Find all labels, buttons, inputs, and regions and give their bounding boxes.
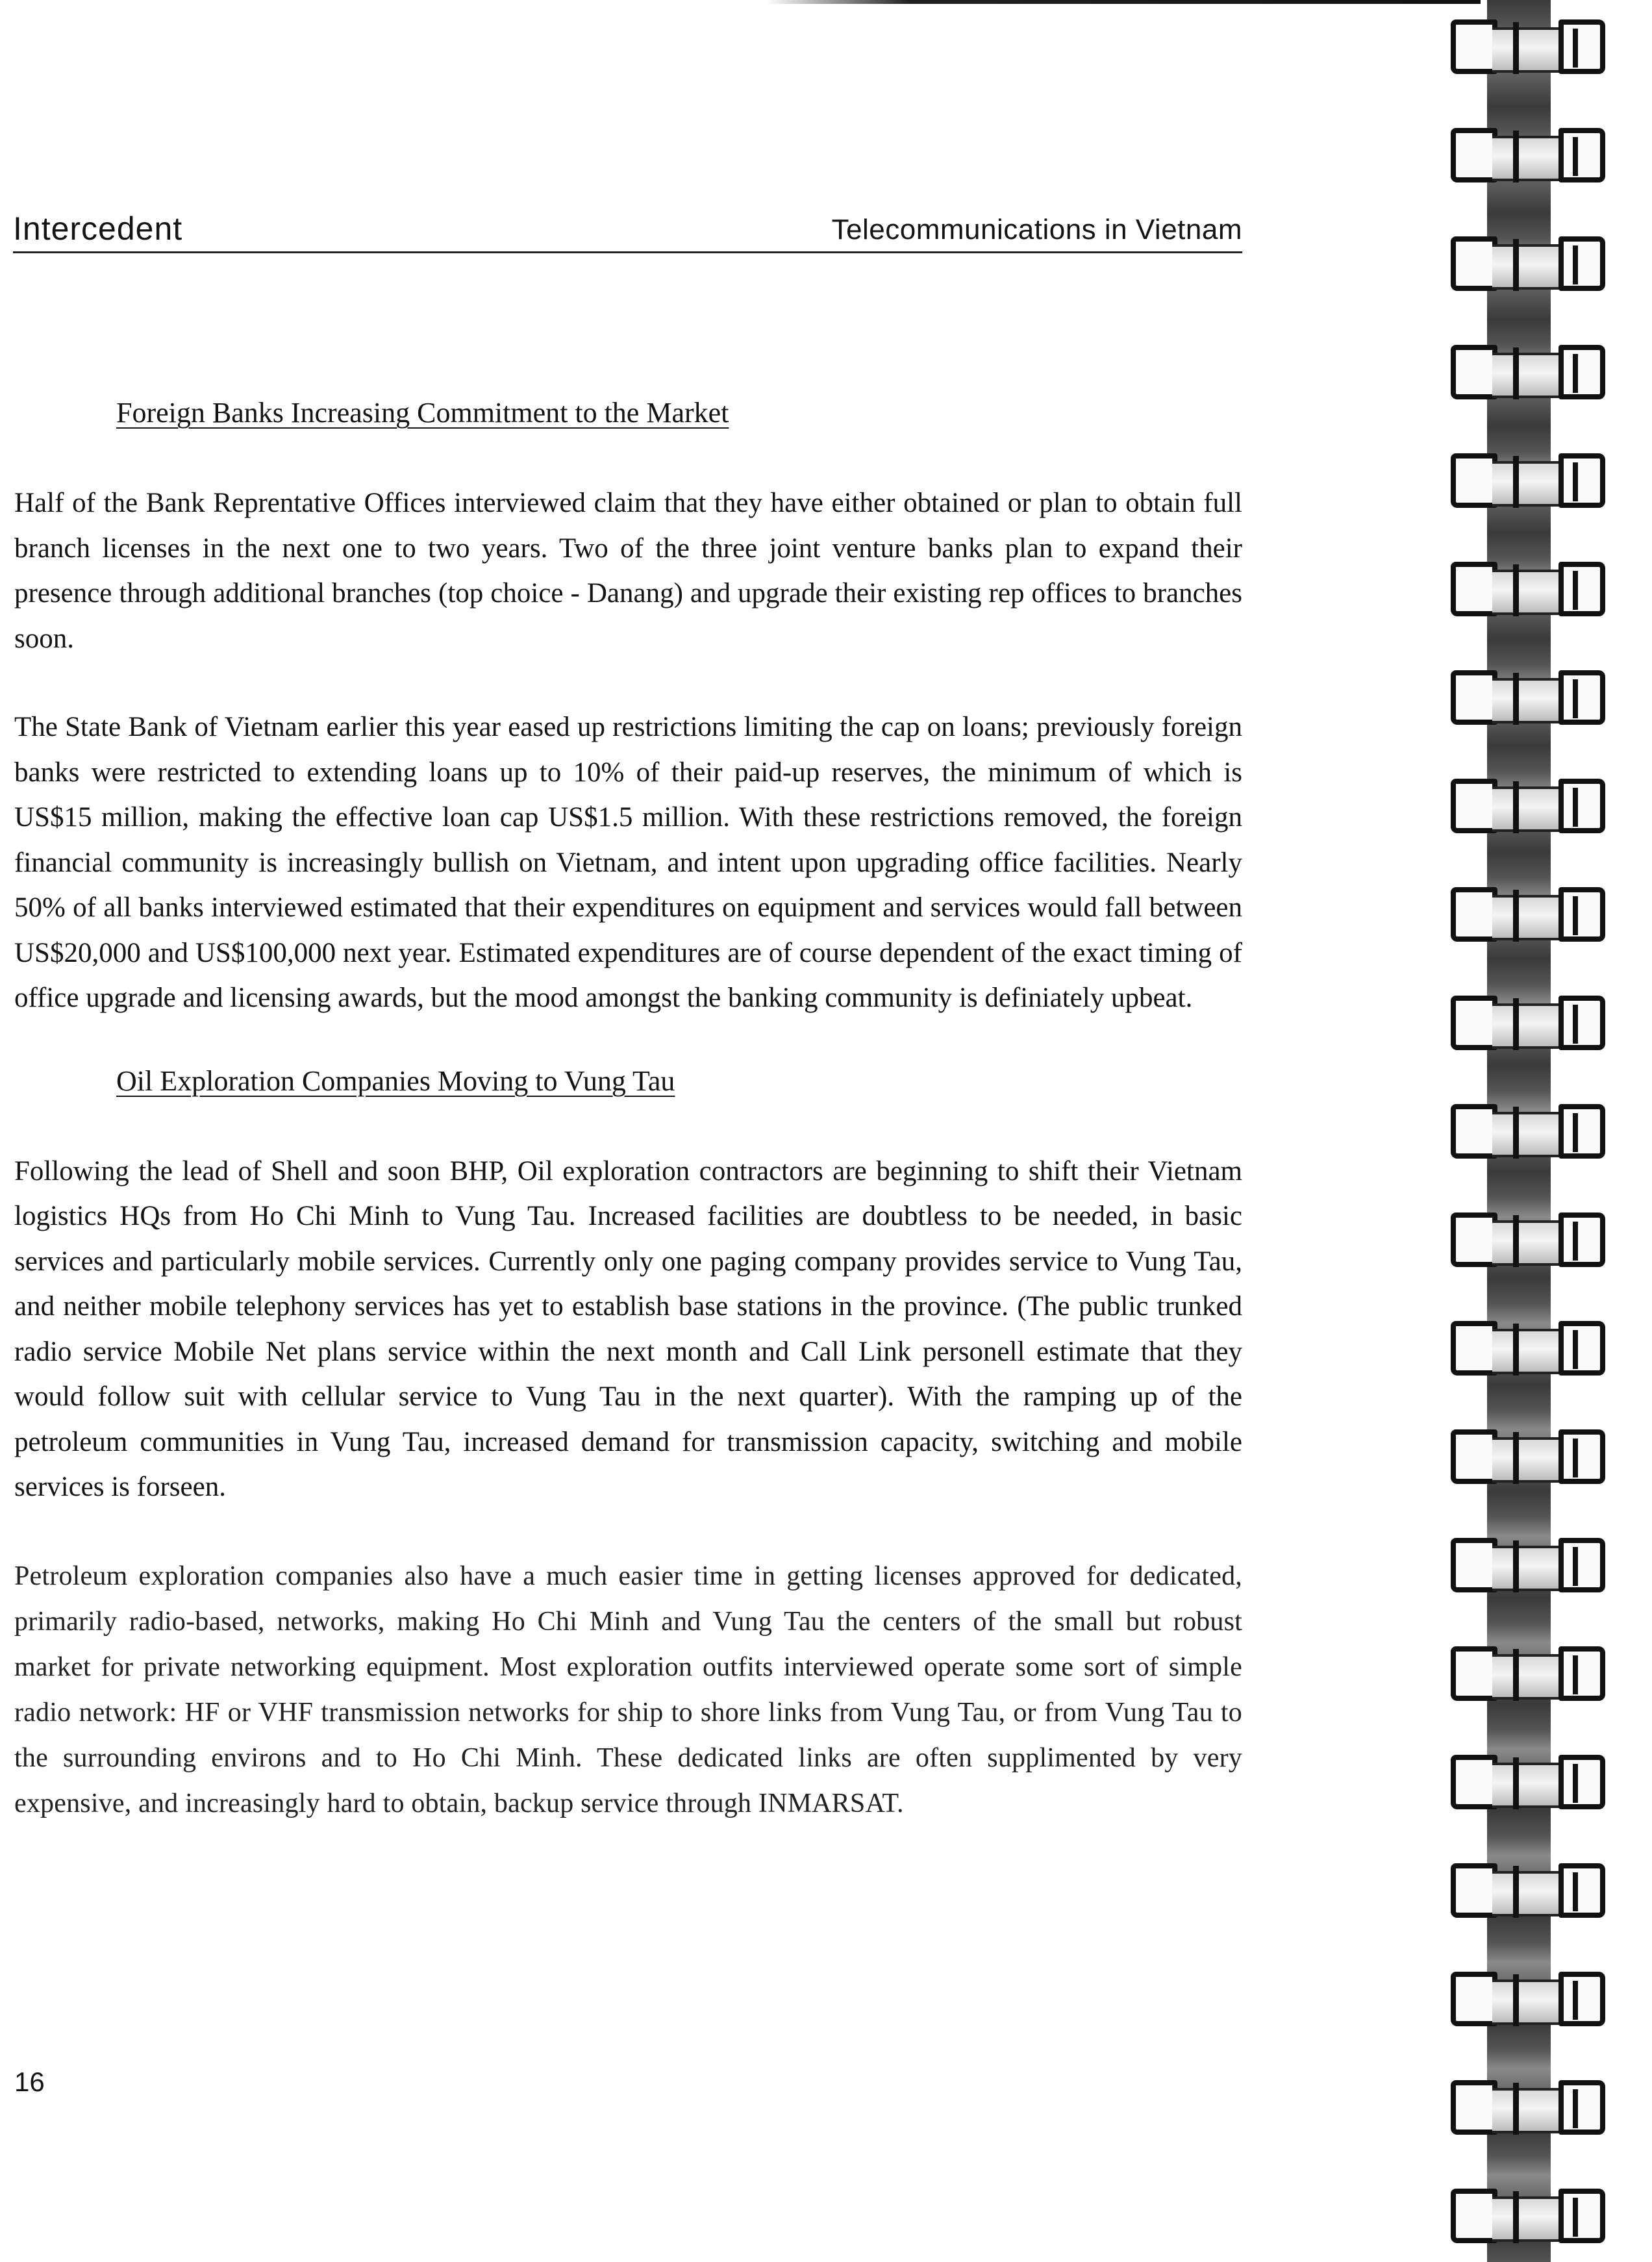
binding-ring [1451,779,1607,833]
binding-ring-clip-l [1451,128,1497,182]
binding-ring-clip-l [1451,345,1497,399]
binding-ring-clip-l [1451,2189,1497,2243]
binding-ring-bar [1513,1974,1519,2026]
binding-ring [1451,1213,1607,1267]
binding-ring-bar [1513,1107,1519,1159]
scan-edge-line [766,0,1481,4]
binding-ring-clip-r [1558,128,1605,182]
binding-ring-clip-l [1451,453,1497,508]
binding-ring [1451,1646,1607,1701]
binding-ring-clip-r [1558,345,1605,399]
paragraph-bank-licenses: Half of the Bank Reprentative Offices interviewed claim that they have either obtained or plan to obtain full branch licenses in the next one to two years. Two of the three joint venture banks plan to expand their presence through additional branches (top choice - Danang) and upgrade their existing rep offices to branches soon. [14,488,1242,654]
binding-ring [1451,345,1607,399]
paragraph-state-bank: The State Bank of Vietnam earlier this year eased up restrictions limiting the cap on loans; previously foreign banks were restricted to extending loans up to 10% of their paid-up reserves, the minimum of which is US$15 million, making the effective loan cap US$1.5 million. With these restrictions removed, the foreign financial community is increasingly bullish on Vietnam, and intent upon upgrading office facilities. Nearly 50% of all banks interviewed estimated that their expenditures on equipment and services would fall between US$20,000 and US$100,000 next year. Estimated expenditures are of course dependent of the exact timing of office upgrade and licensing awards, but the mood amongst the banking community is definiately upbeat. [14,712,1242,1013]
binding-ring-bar [1513,239,1519,291]
binding-ring-clip-l [1451,562,1497,616]
binding-ring-bar [1513,131,1519,182]
binding-ring-bar [1513,1540,1519,1592]
binding-ring-bar [1513,2191,1519,2243]
binding-ring [1451,1863,1607,1918]
spiral-binding [1436,0,1631,2262]
binding-ring-clip-l [1451,1538,1497,1592]
binding-ring-bar [1513,1866,1519,1918]
binding-ring-clip-r [1558,1755,1605,1809]
binding-ring-clip-r [1558,1863,1605,1918]
binding-ring [1451,19,1607,74]
body-content [14,390,1242,1870]
binding-ring [1451,887,1607,942]
binding-ring-clip-l [1451,236,1497,291]
binding-ring [1451,1538,1607,1592]
binding-ring-bar [1513,1432,1519,1484]
binding-ring-bar [1513,1649,1519,1701]
binding-ring-bar [1513,781,1519,833]
binding-ring [1451,2080,1607,2135]
binding-ring-clip-r [1558,562,1605,616]
binding-ring-bar [1513,890,1519,942]
binding-ring-clip-r [1558,236,1605,291]
binding-ring-clip-r [1558,1646,1605,1701]
binding-ring-clip-r [1558,670,1605,725]
paragraph-oil-logistics: Following the lead of Shell and soon BHP, Oil exploration contractors are beginning to shift their Vietnam logistics HQs from Ho Chi Minh to Vung Tau. Increased facilities are doubtless to be needed, in basic services and particularly mobile services. Currently only one paging company provides service to Vung Tau, and neither mobile telephony services has yet to establish base stations in the province. (The public trunked radio service Mobile Net plans service within the next month and Call Link personell estimate that they would follow suit with cellular service to Vung Tau in the next quarter). With the ramping up of the petroleum communities in Vung Tau, increased demand for transmission capacity, switching and mobile services is forseen. [14,1155,1242,1502]
binding-ring [1451,1755,1607,1809]
binding-ring [1451,562,1607,616]
binding-ring-bar [1513,2083,1519,2135]
binding-ring-bar [1513,564,1519,616]
section-heading-oil-exploration: Oil Exploration Companies Moving to Vung Tau [116,1064,675,1097]
binding-ring-clip-l [1451,19,1497,74]
binding-ring-clip-l [1451,2080,1497,2135]
binding-ring-clip-l [1451,1755,1497,1809]
binding-ring-clip-r [1558,887,1605,942]
binding-ring-clip-r [1558,1104,1605,1159]
binding-ring-clip-r [1558,19,1605,74]
binding-ring-clip-r [1558,1213,1605,1267]
binding-ring-clip-l [1451,1429,1497,1484]
binding-ring [1451,2189,1607,2243]
binding-ring [1451,1429,1607,1484]
binding-ring [1451,453,1607,508]
binding-ring-clip-l [1451,1321,1497,1376]
section-heading-foreign-banks: Foreign Banks Increasing Commitment to the Market [116,397,729,429]
running-header [13,205,1242,253]
binding-ring-clip-r [1558,2080,1605,2135]
binding-ring-clip-l [1451,1972,1497,2026]
binding-ring-bar [1513,347,1519,399]
binding-ring [1451,1321,1607,1376]
binding-ring-clip-r [1558,1538,1605,1592]
header-company-name: Intercedent [13,210,183,247]
binding-ring-bar [1513,998,1519,1050]
binding-ring-clip-l [1451,1863,1497,1918]
binding-ring-bar [1513,22,1519,74]
binding-ring [1451,996,1607,1050]
binding-ring-bar [1513,1324,1519,1376]
binding-ring-clip-r [1558,2189,1605,2243]
binding-ring-clip-l [1451,887,1497,942]
binding-ring-clip-r [1558,1429,1605,1484]
binding-ring-clip-l [1451,670,1497,725]
binding-ring-bar [1513,673,1519,725]
header-report-title: Telecommunications in Vietnam [831,214,1242,245]
binding-ring-clip-r [1558,996,1605,1050]
page-number: 16 [14,2067,45,2097]
binding-ring-clip-r [1558,453,1605,508]
binding-ring-clip-r [1558,1972,1605,2026]
binding-ring-clip-l [1451,779,1497,833]
binding-ring-clip-l [1451,1104,1497,1159]
binding-ring-clip-l [1451,996,1497,1050]
binding-ring-clip-l [1451,1213,1497,1267]
binding-ring [1451,1104,1607,1159]
binding-ring-clip-r [1558,779,1605,833]
paragraph-petroleum-networks: Petroleum exploration companies also have a much easier time in getting licenses approved for dedicated, primarily radio-based, networks, making Ho Chi Minh and Vung Tau the centers of the small but robust market for private networking equipment. Most exploration outfits interviewed operate some sort of simple radio network: HF or VHF transmission networks for ship to shore links from Vung Tau, or from Vung Tau to the surrounding environs and to Ho Chi Minh. These dedicated links are often supplimented by very expensive, and increasingly hard to obtain, backup service through INMARSAT. [14,1561,1242,1818]
binding-ring-clip-l [1451,1646,1497,1701]
binding-ring-bar [1513,456,1519,508]
binding-ring [1451,236,1607,291]
binding-ring [1451,1972,1607,2026]
binding-ring-bar [1513,1757,1519,1809]
binding-ring-bar [1513,1215,1519,1267]
binding-ring [1451,670,1607,725]
binding-ring-clip-r [1558,1321,1605,1376]
binding-ring [1451,128,1607,182]
